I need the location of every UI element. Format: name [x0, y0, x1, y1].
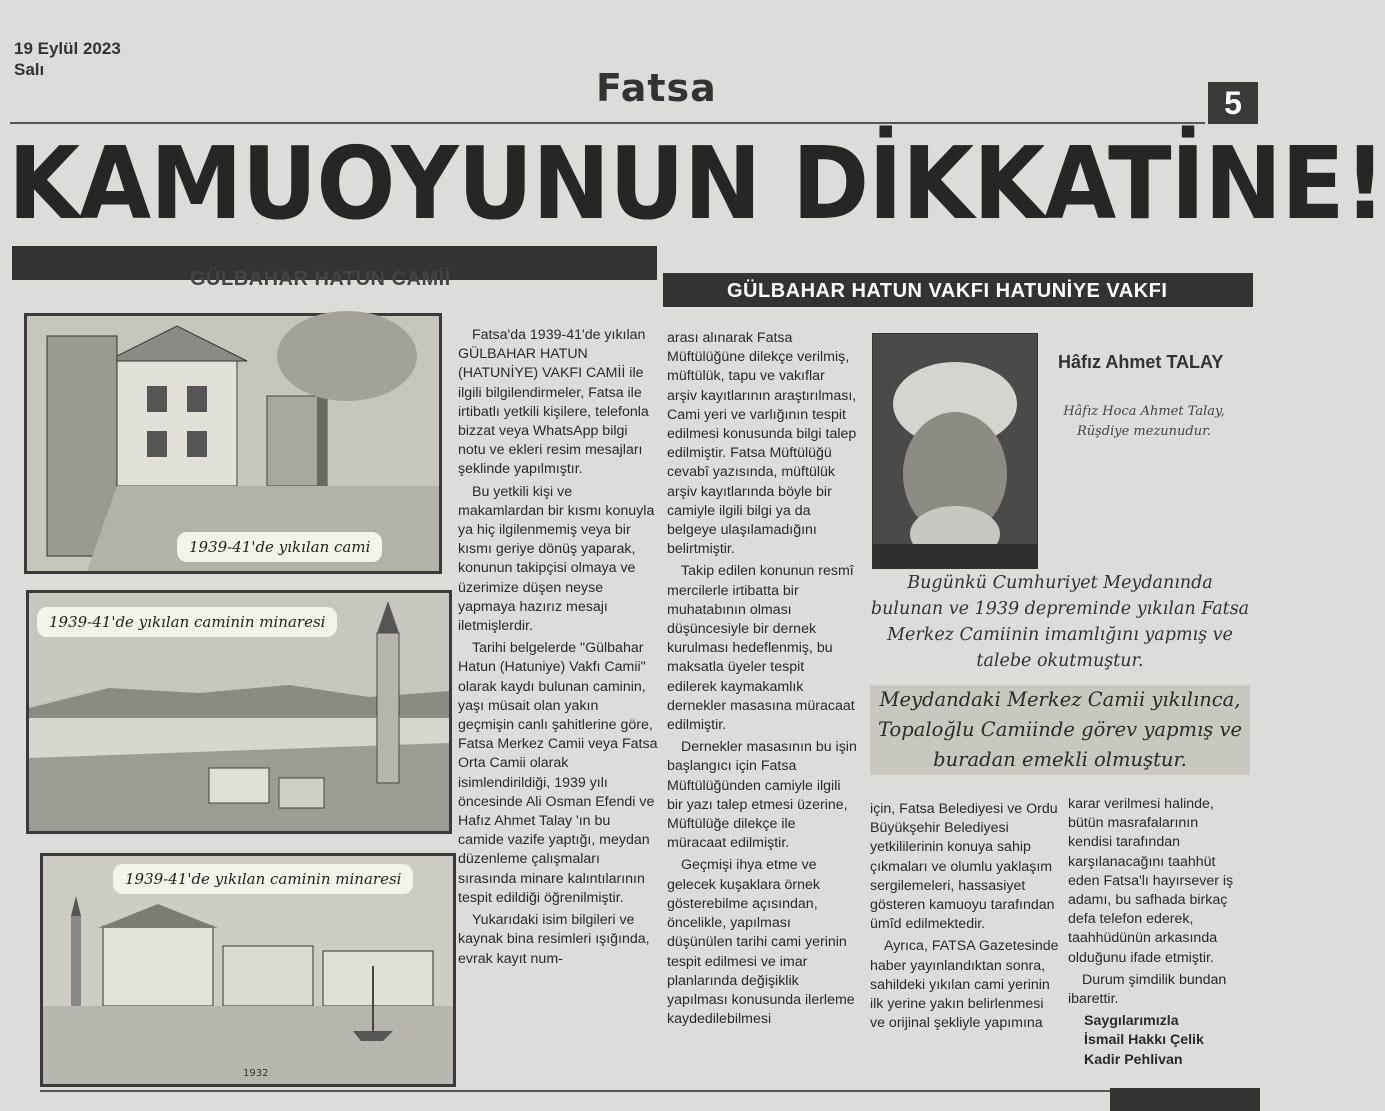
- day-text: Salı: [14, 60, 45, 79]
- caption-pic2: 1939-41'de yıkılan caminin minaresi: [37, 607, 337, 637]
- article-column-4: [1068, 795, 1243, 1075]
- page-number: 5: [1208, 82, 1258, 124]
- masthead: Fatsa: [596, 66, 717, 110]
- paragraph: Geçmişi ihya etme ve gelecek kuşaklara örnek gösterebilme açısından, öncelikle, yapılması düşünülen tarihi cami yerinin tespit edilmesi ve imar planlarında değişiklik yapılması konusunda ilerleme kaydedilebilmesi: [667, 857, 855, 1028]
- caption-pic1: 1939-41'de yıkılan cami: [177, 532, 382, 562]
- profile-note: Hâfız Hoca Ahmet Talay, Rüşdiye mezunudur.: [1063, 404, 1225, 439]
- paragraph: karar verilmesi halinde, bütün masrafalarının kendisi tarafından karşılanacağını taahhüt eden Fatsa'lı hayırsever iş adamı, bu safhada birkaç defa telefon ederek, taahhüdünün arkasında olduğunu ifade etmiştir.: [1068, 796, 1234, 966]
- footer-bar: [1110, 1088, 1260, 1111]
- paragraph: Ayrıca, FATSA Gazetesinde haber yayınlandıktan sonra, sahildeki yıkılan cami yerinin ilk yerine yakın belirlenmesi ve orijinal şekliyle yapımına: [870, 938, 1059, 1032]
- headline: KAMUOYUNUN DİKKATİNE!: [8, 125, 1385, 242]
- caption-pic3: 1939-41'de yıkılan caminin minaresi: [113, 864, 413, 894]
- photo-minaret-coast: [26, 590, 452, 834]
- paragraph: Takip edilen konunun resmî mercilerle irtibatta bir muhatabının olması düşüncesiyle bir dernek kurulması hedeflenmiş, bu maksatla üyeler tespit edilerek kaymakamlık dernekler masasına müracaat edilmiştir.: [667, 563, 855, 734]
- date-text: 19 Eylül 2023: [14, 39, 121, 58]
- profile-quote-highlight: Meydandaki Merkez Camii yıkılınca, Topaloğlu Camiinde görev yapmış ve buradan emekli olmuştur.: [870, 685, 1250, 775]
- paragraph: Tarihi belgelerde "Gülbahar Hatun (Hatuniye) Vakfı Camii" olarak kaydı bulunan caminin, yaşı müsait olan yakın geçmişin canlı şahitlerine göre, Fatsa Merkez Camii veya Fatsa Orta Camii olarak isimlendirildiği, 1939 yılı öncesinde Ali Osman Efendi ve Hafız Ahmet Talay 'ın bu camide vazife yaptığı, meydan düzenleme çalışmaları sırasında minare kalıntılarının tespit edildiği öğrenilmiştir.: [458, 640, 658, 906]
- portrait-illustration: [873, 334, 1037, 568]
- paragraph: Bu yetkili kişi ve makamlardan bir kısmı konuyla ya hiç ilgilenmemiş veya bir kısmı geriye dönüş yaparak, konunun takipçisi olmaya ve üzerimize düşen neyse yapmaya hazırız mesajı iletmişlerdir.: [458, 483, 655, 635]
- photo-destroyed-mosque: [24, 313, 442, 574]
- signature-line: Kadir Pehlivan: [1084, 1051, 1183, 1068]
- article-column-1: [458, 326, 658, 1070]
- issue-date: [14, 38, 121, 80]
- signature-line: Saygılarımızla: [1084, 1013, 1179, 1030]
- photo-minaret-1932: [40, 853, 456, 1087]
- article-column-3: [870, 800, 1060, 1070]
- profile-quote: Bugünkü Cumhuriyet Meydanında bulunan ve 1939 depreminde yıkılan Fatsa Merkez Camiinin imamlığını yapmış ve talebe okutmuştur.: [870, 573, 1250, 671]
- year-mark: 1932: [243, 1068, 269, 1079]
- section-title-right: GÜLBAHAR HATUN VAKFI HATUNİYE VAKFI: [727, 280, 1168, 302]
- paragraph: Yukarıdaki isim bilgileri ve kaynak bina resimleri ışığında, evrak kayıt num-: [458, 912, 650, 967]
- profile-name: Hâfız Ahmet TALAY: [1058, 352, 1224, 372]
- portrait-photo: [872, 333, 1038, 569]
- paragraph: Durum şimdilik bundan ibarettir.: [1068, 971, 1227, 1008]
- paragraph: Fatsa'da 1939-41'de yıkılan GÜLBAHAR HATUN (HATUNİYE) VAKFI CAMİİ ile ilgili bilgilendirmeler, Fatsa ile irtibatlı yetkili kişilere, telefonla bizzat veya WhatsApp bilgi notu ve ekleri resim mesajları şeklinde yapılmıştır.: [458, 327, 649, 478]
- paragraph: arası alınarak Fatsa Müftülüğüne dilekçe verilmiş, müftülük, tapu ve vakıflar arşiv kayıtlarının araştırılması, Cami yeri ve varlığının tespit edilmesi konusunda bilgi talep edilmiştir. Fatsa Müftülüğü cevabî yazısında, müftülük arşiv kayıtlarında böyle bir camiyle ilgili bilgi ya da belgeye ulaşılamadığını belirtmiştir.: [667, 330, 857, 558]
- paragraph: için, Fatsa Belediyesi ve Ordu Büyükşehir Belediyesi yetkililerinin konuya sahip çıkmaları ve olumlu yaklaşım sergilemeleri, hassasiyet gösteren kamuoyu tarafından ümîd edilmektedir.: [870, 801, 1058, 933]
- section-title-left: GÜLBAHAR HATUN CAMİİ: [190, 268, 451, 290]
- footer-rule: [40, 1090, 1250, 1092]
- paragraph: Dernekler masasının bu işin başlangıcı için Fatsa Müftülüğünden camiyle ilgili bir yazı talep etmesi üzerine, Müftülüğe dilekçe ile müracaat edilmiştir.: [667, 739, 857, 852]
- article-column-2: [667, 329, 857, 1069]
- signature-line: İsmail Hakkı Çelik: [1084, 1032, 1204, 1049]
